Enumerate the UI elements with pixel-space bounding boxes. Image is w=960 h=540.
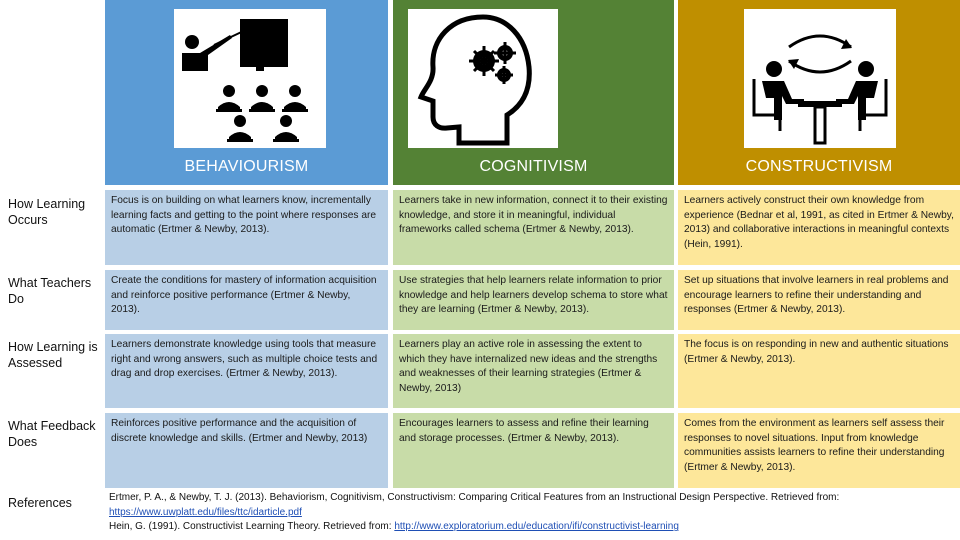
head-gears-icon [408,9,558,148]
cell-behaviourism-what-teachers-do: Create the conditions for mastery of information acquisition and reinforce positive performance (Ertmer & Newby, 2013). [105,270,388,330]
header-constructivism [678,0,960,185]
cell-cognitivism-what-feedback-does: Encourages learners to assess and refine their learning and storage processes. (Ertmer & Newby, 2013). [393,413,674,488]
cell-cognitivism-how-learning-occurs: Learners take in new information, connect it to their existing knowledge, and store it in meaningful, individual frameworks called schema (Ertmer & Newby, 2013). [393,190,674,265]
reference-1-text: Ertmer, P. A., & Newby, T. J. (2013). Behaviorism, Cognitivism, Constructivism: Comparing Critical Features from an Instructional Design Perspective. Retrieved from: [109,492,840,503]
row-label-what-feedback-does: What Feedback Does [8,419,96,449]
cell-behaviourism-what-feedback-does: Reinforces positive performance and the acquisition of discrete knowledge and skills. (Ertmer and Newby, 2013) [105,413,388,488]
references-block [109,491,954,535]
row-label-how-learning-is-assessed: How Learning is Assessed [8,340,98,370]
cell-cognitivism-how-learning-is-assessed: Learners play an active role in assessing the extent to which they have internalized new ideas and the strengths and weaknesses of their learning strategies (Ertmer & Newby, 2013) [393,334,674,408]
reference-1-link[interactable]: https://www.uwplatt.edu/files/ttc/idarticle.pdf [109,506,302,518]
row-label-references: References [8,496,72,510]
column-title-cognitivism: COGNITIVISM [479,158,588,175]
row-label-what-teachers-do: What Teachers Do [8,276,92,306]
column-title-constructivism: CONSTRUCTIVISM [745,158,893,175]
reference-2-text: Hein, G. (1991). Constructivist Learning Theory. Retrieved from: [109,521,392,532]
teacher-classroom-icon [174,9,326,148]
cell-behaviourism-how-learning-is-assessed: Learners demonstrate knowledge using tools that measure right and wrong answers, such as multiple choice tests and drag and drop exercises. (Ertmer & Newby, 2013). [105,334,388,408]
collaboration-table-icon [744,9,896,148]
cell-cognitivism-what-teachers-do: Use strategies that help learners relate information to prior knowledge and help learners develop schema to store what they are learning (Ertmer & Newby, 2013). [393,270,674,330]
cell-behaviourism-how-learning-occurs: Focus is on building on what learners know, incrementally learning facts and getting to the point where responses are automatic (Ertmer & Newby, 2013). [105,190,388,265]
cell-constructivism-how-learning-occurs: Learners actively construct their own knowledge from experience (Bednar et al, 1991, as cited in Ertmer & Newby, 2013) and collaborative interactions in meaningful contexts (Hein, 1991). [678,190,960,265]
cell-constructivism-what-teachers-do: Set up situations that involve learners in real problems and encourage learners to refine their understanding and responses (Ertmer & Newby, 2013). [678,270,960,330]
cell-constructivism-what-feedback-does: Comes from the environment as learners self assess their responses to novel situations. Input from knowledge communities assists learners to refine their understanding (Ertmer & Newby, 2013). [678,413,960,488]
header-behaviourism [105,0,388,185]
reference-2-link[interactable]: http://www.exploratorium.edu/education/ifi/constructivist-learning [394,521,679,532]
header-cognitivism [393,0,674,185]
column-title-behaviourism: BEHAVIOURISM [184,158,309,175]
cell-constructivism-how-learning-is-assessed: The focus is on responding in new and authentic situations (Ertmer & Newby, 2013). [678,334,960,408]
row-label-how-learning-occurs: How Learning Occurs [8,197,86,227]
